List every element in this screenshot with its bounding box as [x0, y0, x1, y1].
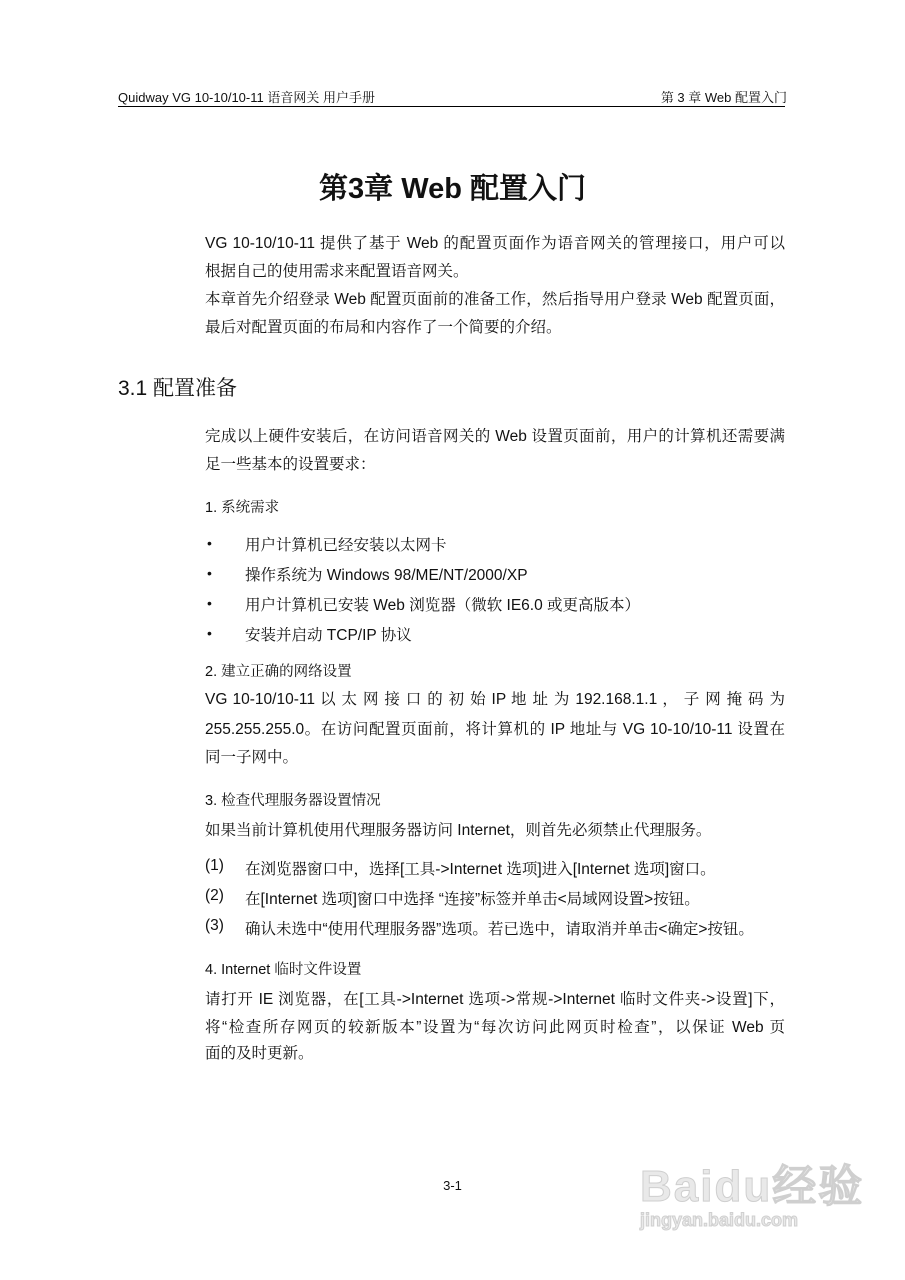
network-line: 255.255.255.0。在访问配置页面前，将计算机的 IP 地址与 VG 10-10/10-11 设置在	[205, 721, 785, 738]
list-item: 用户计算机已安装 Web 浏览器（微软 IE6.0 或更高版本）	[245, 597, 641, 614]
intro-line: VG 10-10/10-11 提供了基于 Web 的配置页面作为语音网关的管理接口，用户可以	[205, 235, 785, 252]
bullet-icon: •	[207, 595, 212, 611]
running-header-left: Quidway VG 10-10/10-11 语音网关 用户手册	[118, 90, 375, 105]
page-number: 3-1	[443, 1178, 462, 1193]
proxy-text: 如果当前计算机使用代理服务器访问 Internet，则首先必须禁止代理服务。	[205, 822, 712, 839]
step-text: 在浏览器窗口中，选择[工具->Internet 选项]进入[Internet 选项]窗口。	[245, 861, 716, 878]
baidu-watermark	[640, 1150, 864, 1231]
step-text: 在[Internet 选项]窗口中选择 “连接”标签并单击<局域网设置>按钮。	[245, 891, 700, 908]
temp-files-line: 请打开 IE 浏览器，在[工具->Internet 选项->常规->Internet 临时文件夹->设置]下，	[205, 991, 785, 1008]
intro-line: 根据自己的使用需求来配置语音网关。	[205, 263, 469, 280]
section-heading: 3.1 配置准备	[118, 377, 238, 400]
temp-files-line: 将“检查所存网页的较新版本”设置为“每次访问此网页时检查”，以保证 Web 页	[205, 1019, 785, 1036]
subheading-network-settings: 2. 建立正确的网络设置	[205, 664, 352, 680]
header-rule	[118, 106, 785, 107]
subheading-system-requirements: 1. 系统需求	[205, 500, 280, 516]
subheading-temp-files: 4. Internet 临时文件设置	[205, 962, 362, 978]
temp-files-line: 面的及时更新。	[205, 1045, 314, 1062]
step-number: (1)	[205, 857, 224, 874]
section-intro-line: 足一些基本的设置要求：	[205, 456, 376, 473]
step-number: (2)	[205, 887, 224, 904]
list-item: 安装并启动 TCP/IP 协议	[245, 627, 412, 644]
intro-line: 本章首先介绍登录 Web 配置页面前的准备工作，然后指导用户登录 Web 配置页面，	[205, 291, 785, 308]
watermark-brand: Baidu经验	[640, 1162, 865, 1211]
subheading-proxy: 3. 检查代理服务器设置情况	[205, 793, 381, 809]
intro-line: 最后对配置页面的布局和内容作了一个简要的介绍。	[205, 319, 562, 336]
bullet-icon: •	[207, 625, 212, 641]
bullet-icon: •	[207, 565, 212, 581]
list-item: 用户计算机已经安装以太网卡	[245, 537, 447, 554]
list-item: 操作系统为 Windows 98/ME/NT/2000/XP	[245, 567, 528, 584]
network-line: VG 10-10/10-11 以 太 网 接 口 的 初 始 IP 地 址 为 192.168.1.1 ， 子 网 掩 码 为	[205, 691, 785, 708]
chapter-title: 第3章 Web 配置入门	[319, 173, 586, 205]
running-header-right: 第 3 章 Web 配置入门	[660, 90, 787, 105]
step-number: (3)	[205, 917, 224, 934]
watermark-url: jingyan.baidu.com	[640, 1210, 799, 1230]
step-text: 确认未选中“使用代理服务器”选项。若已选中，请取消并单击<确定>按钮。	[245, 921, 754, 938]
section-intro-line: 完成以上硬件安装后，在访问语音网关的 Web 设置页面前，用户的计算机还需要满	[205, 428, 785, 445]
network-line: 同一子网中。	[205, 749, 299, 766]
bullet-icon: •	[207, 535, 212, 551]
